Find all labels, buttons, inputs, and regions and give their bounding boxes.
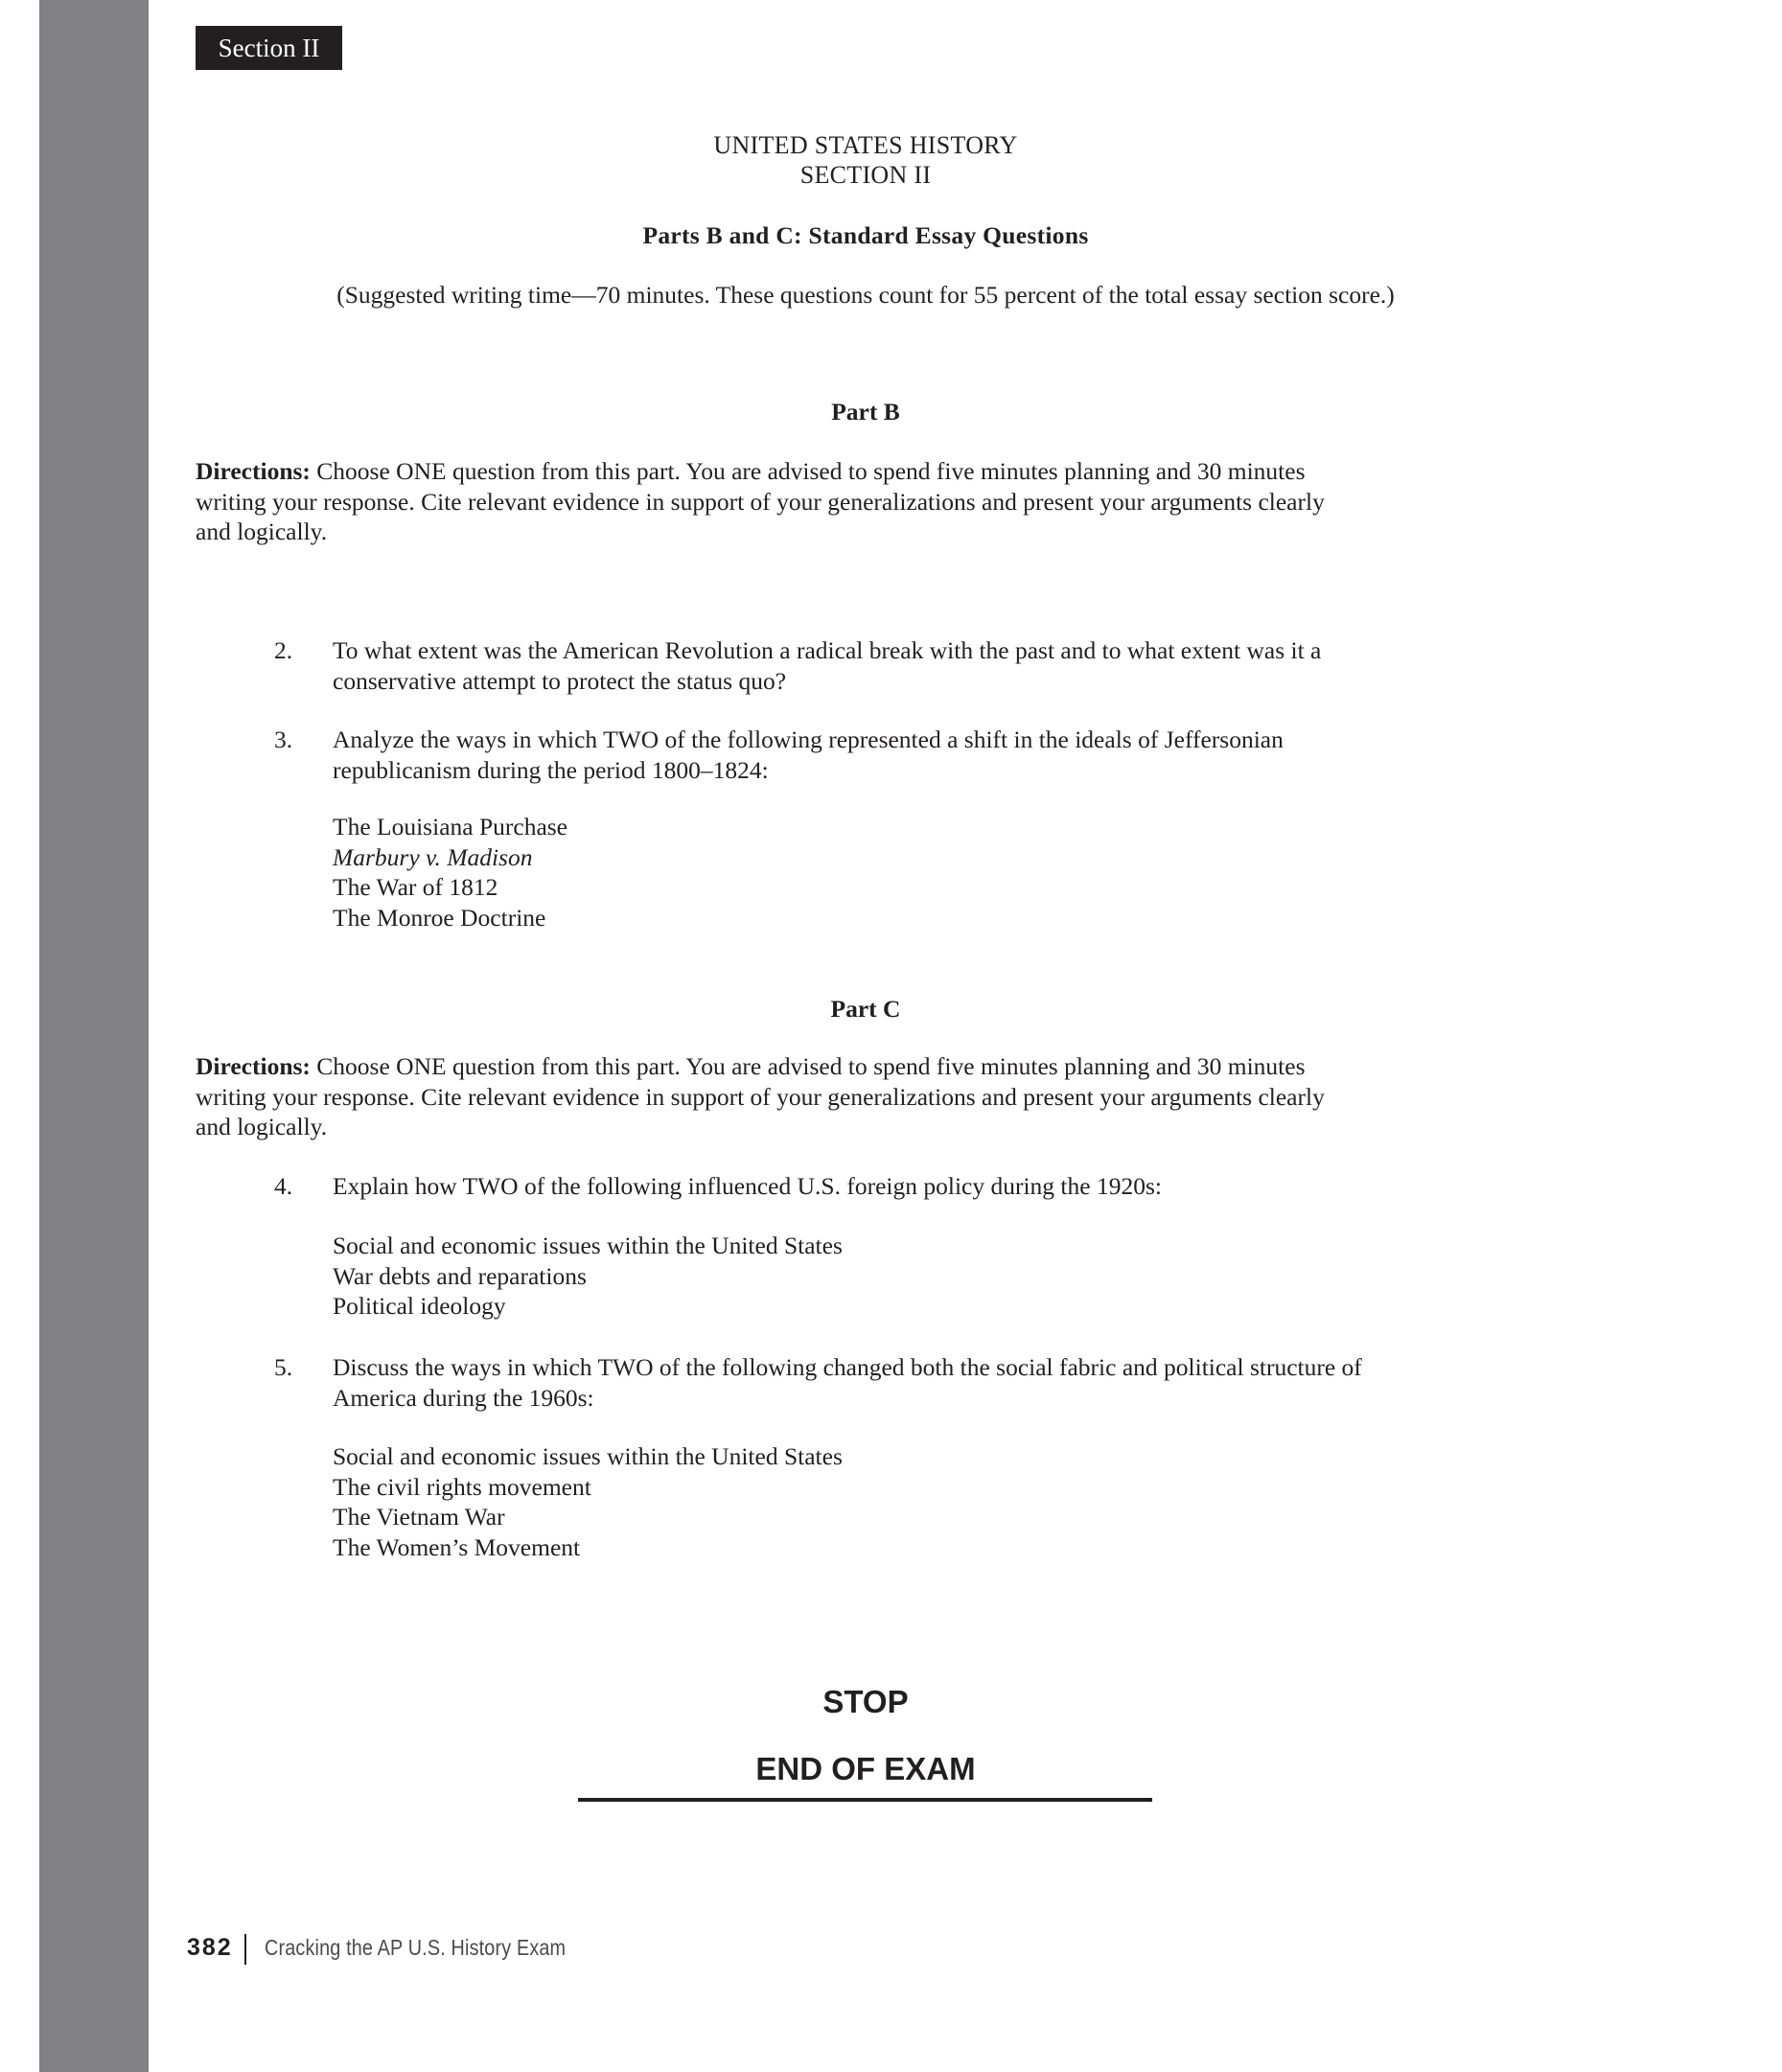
option-item: The War of 1812 <box>333 873 498 902</box>
page-title-line1: UNITED STATES HISTORY <box>713 131 1018 159</box>
question-text <box>333 1171 1540 1202</box>
end-rule-divider <box>578 1798 1152 1802</box>
question-line: Explain how TWO of the following influenced U.S. foreign policy during the 1920s: <box>333 1172 1162 1200</box>
question-line: To what extent was the American Revolution a radical break with the past and to what extent was it a <box>333 636 1322 664</box>
option-item: Social and economic issues within the United States <box>333 1232 843 1259</box>
question-number: 2. <box>274 636 293 664</box>
part-c-heading: Part C <box>830 995 901 1023</box>
option-item: The Women’s Movement <box>333 1532 581 1561</box>
directions-line: Choose ONE question from this part. You are advised to spend five minutes planning and 30 minutes <box>316 1052 1306 1080</box>
option-item: The Monroe Doctrine <box>333 903 546 932</box>
section-tab: Section II <box>196 26 342 70</box>
book-title: Cracking the AP U.S. History Exam <box>265 1935 567 1960</box>
part-b-directions <box>196 456 1518 547</box>
directions-label: Directions: <box>196 1052 311 1080</box>
question-number: 5. <box>274 1353 293 1381</box>
directions-line: and logically. <box>196 518 328 546</box>
question-text <box>333 725 1540 785</box>
option-item: Social and economic issues within the United States <box>333 1442 843 1470</box>
question-line: Analyze the ways in which TWO of the following represented a shift in the ideals of Jeffersonian <box>333 725 1284 753</box>
end-of-exam-label: END OF EXAM <box>755 1751 976 1786</box>
option-item: The civil rights movement <box>333 1472 591 1501</box>
stop-label: STOP <box>822 1684 909 1719</box>
footer-divider <box>244 1934 246 1965</box>
option-item: Marbury v. Madison <box>333 842 533 871</box>
timing-note: (Suggested writing time—70 minutes. These questions count for 55 percent of the total essay section score.) <box>336 281 1395 309</box>
option-item: The Vietnam War <box>333 1503 505 1531</box>
directions-label: Directions: <box>196 457 311 485</box>
question-line: conservative attempt to protect the status quo? <box>333 666 787 695</box>
directions-line: writing your response. Cite relevant evidence in support of your generalizations and present your arguments clearly <box>196 487 1325 516</box>
option-item: The Louisiana Purchase <box>333 813 568 840</box>
part-c-directions <box>196 1051 1518 1142</box>
page-title-line2: SECTION II <box>799 161 932 189</box>
question-line: republicanism during the period 1800–1824: <box>333 755 769 784</box>
directions-line: writing your response. Cite relevant evidence in support of your generalizations and present your arguments clearly <box>196 1082 1325 1111</box>
question-line: Discuss the ways in which TWO of the following changed both the social fabric and political structure of <box>333 1353 1362 1381</box>
page-subtitle: Parts B and C: Standard Essay Questions <box>642 221 1089 249</box>
option-item: War debts and reparations <box>333 1261 587 1290</box>
question-text <box>333 635 1540 696</box>
question-line: America during the 1960s: <box>333 1383 594 1412</box>
question-number: 3. <box>274 725 293 753</box>
directions-line: and logically. <box>196 1113 328 1141</box>
question-number: 4. <box>274 1172 293 1200</box>
directions-line: Choose ONE question from this part. You are advised to spend five minutes planning and 30 minutes <box>316 457 1306 485</box>
question-5-options <box>333 1441 843 1562</box>
part-b-heading: Part B <box>831 398 900 426</box>
question-4-options <box>333 1231 843 1322</box>
question-3-options <box>333 812 567 932</box>
question-text <box>333 1352 1540 1413</box>
option-item: Political ideology <box>333 1292 506 1321</box>
page-number: 382 <box>187 1934 233 1961</box>
